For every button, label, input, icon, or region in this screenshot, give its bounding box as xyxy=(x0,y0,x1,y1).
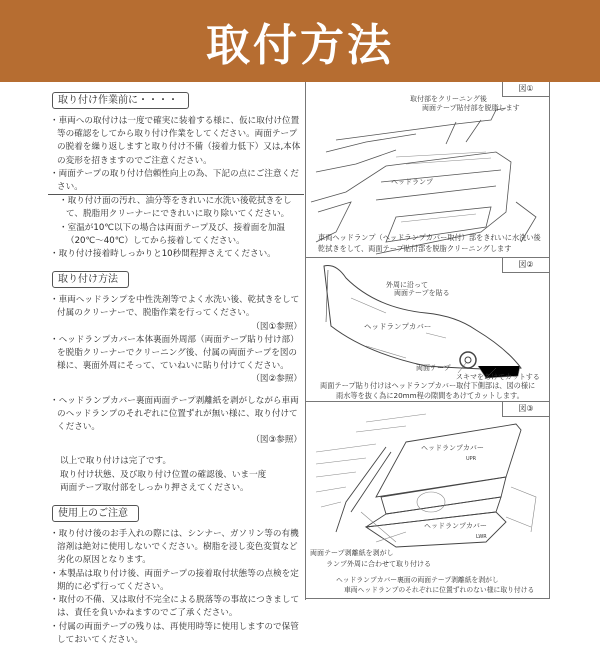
figure-1-callout: 両面テープ貼付部を脱脂します xyxy=(422,104,520,112)
figure-3-tag: 図③ xyxy=(502,402,549,417)
figure-2-callout: 外周に沿って xyxy=(386,281,428,289)
figure-2-gap-label: スキマをあけてカットする xyxy=(456,373,540,381)
figure-2-callout: 両面テープを貼る xyxy=(394,289,450,297)
figure-1-caption: 車両ヘッドランプ（ヘッドランプカバー取付）部をきれいに水洗い後 xyxy=(318,233,541,242)
title-banner xyxy=(0,0,600,82)
figure-reference: （図③参照） xyxy=(251,435,302,446)
before-install-item: ・両面テープの取り付け信頼性向上の為、下記の点にご注意ください。 xyxy=(48,168,304,195)
method-step: ・ヘッドランプカバー本体裏面外周部（両面テープ貼り付け部）を脱脂クリーナーでクリーニング後、付属の両面テープを図の様に、裏面外周にそって、ていねいに貼り付けてください。 xyxy=(50,334,299,372)
figure-1-callout: 取付部をクリーニング後 xyxy=(410,95,487,103)
figure-3-lower-label: ヘッドランプカバー xyxy=(424,522,487,530)
figure-1-caption: 乾拭きをして、両面テープ貼付部を脱脂クリーニングします xyxy=(318,244,512,253)
completion-text: 以上で取り付けは完了です。 xyxy=(60,456,172,467)
figure-2-tag: 図② xyxy=(502,258,549,273)
figure-1-part-label: ヘッドランプ xyxy=(391,178,433,186)
figure-reference: （図②参照） xyxy=(251,374,302,385)
figure-3-upper-sub: UPR xyxy=(466,456,477,462)
figure-3-callout: ランプ外周に合わせて取り付ける xyxy=(326,560,431,568)
figure-2-tape-label: 両面テープ xyxy=(416,364,451,372)
before-install-item: ・取り付け接着時しっかりと10秒間程押さえてください。 xyxy=(50,249,276,260)
section-heading-method: 取り付け方法 xyxy=(52,271,129,288)
figure-2-part-label: ヘッドランプカバー xyxy=(364,322,432,331)
figure-3-upper-label: ヘッドランプカバー xyxy=(421,444,484,452)
caution-item: ・取り付け後のお手入れの際には、シンナー、ガソリン等の有機溶剤は絶対に使用しないでください。樹脂を浸し変色変質など劣化の原因となります。 xyxy=(50,529,299,566)
figure-2-caption: 両面テープ貼り付けはヘッドランプカバー取付下側部は、図の様に xyxy=(320,381,536,390)
figure-3-caption: 車両ヘッドランプのそれぞれに位置ずれのない様に取り付ける xyxy=(344,586,535,594)
section-heading-before-install: 取り付け作業前に・・・・ xyxy=(52,92,189,109)
instructions-column xyxy=(48,90,304,647)
caution-item: ・付属の両面テープの残りは、再使用時等に使用しますので保管しておいてください。 xyxy=(50,621,299,645)
before-install-subitem: ・室温が10℃以下の場合は両面テープ及び、接着面を加温（20℃～40℃）してから接着してください。 xyxy=(59,222,286,246)
before-install-subitem: ・取り付け面の汚れ、油分等をきれいに水洗い後乾拭きをして、脱脂用クリーナーにできれいに取り除いてください。 xyxy=(59,196,292,220)
caution-item: ・取付の不備、又は取付不完全による脱落等の事故につきましては、責任を負いかねますのでご了承ください。 xyxy=(50,595,300,619)
method-step: ・ヘッドランプカバー裏面両面テープ剥離紙を剥がしながら車両のヘッドランプのそれぞれに位置ずれが無い様に、取り付けてください。 xyxy=(50,395,299,433)
figure-3-callout: 両面テープ剥離紙を剥がし xyxy=(310,549,394,557)
page-title: 取付方法 xyxy=(206,20,394,71)
figure-3-caption: ヘッドランプカバー裏面の両面テープ剥離紙を剥がし xyxy=(336,576,499,584)
method-step: ・車両ヘッドランプを中性洗剤等でよく水洗い後、乾拭きをして付属のクリーナーで、脱脂作業を行ってください。 xyxy=(50,295,300,319)
figure-1-tag: 図① xyxy=(502,82,549,97)
section-heading-caution: 使用上のご注意 xyxy=(52,505,139,522)
figure-3 xyxy=(306,402,550,599)
completion-text: 取り付け状態、及び取り付け位置の確認後、いま一度 xyxy=(60,469,267,480)
before-install-item: ・車両への取付けは一度で確実に装着する様に、仮に取付け位置等の確認をしてから取り付け作業をしてください。両面テープの脱着を繰り返しますと取り付け不備（接着力低下）又は,本体の変形を招きますのでご注意ください。 xyxy=(50,116,301,166)
caution-item: ・本製品は取り付け後、両面テープの接着取付状態等の点検を定期的に必ず行ってください。 xyxy=(50,568,299,592)
figure-2-caption: 雨水等を抜く為に20mm程の隙間をあけてカットします。 xyxy=(336,391,524,400)
figure-2 xyxy=(306,258,550,402)
completion-text: 両面テープ取付部をしっかり押さえてください。 xyxy=(60,482,249,493)
figure-reference: （図①参照） xyxy=(251,321,302,332)
figure-3-lower-sub: LWR xyxy=(476,534,487,540)
figure-1 xyxy=(306,82,550,258)
